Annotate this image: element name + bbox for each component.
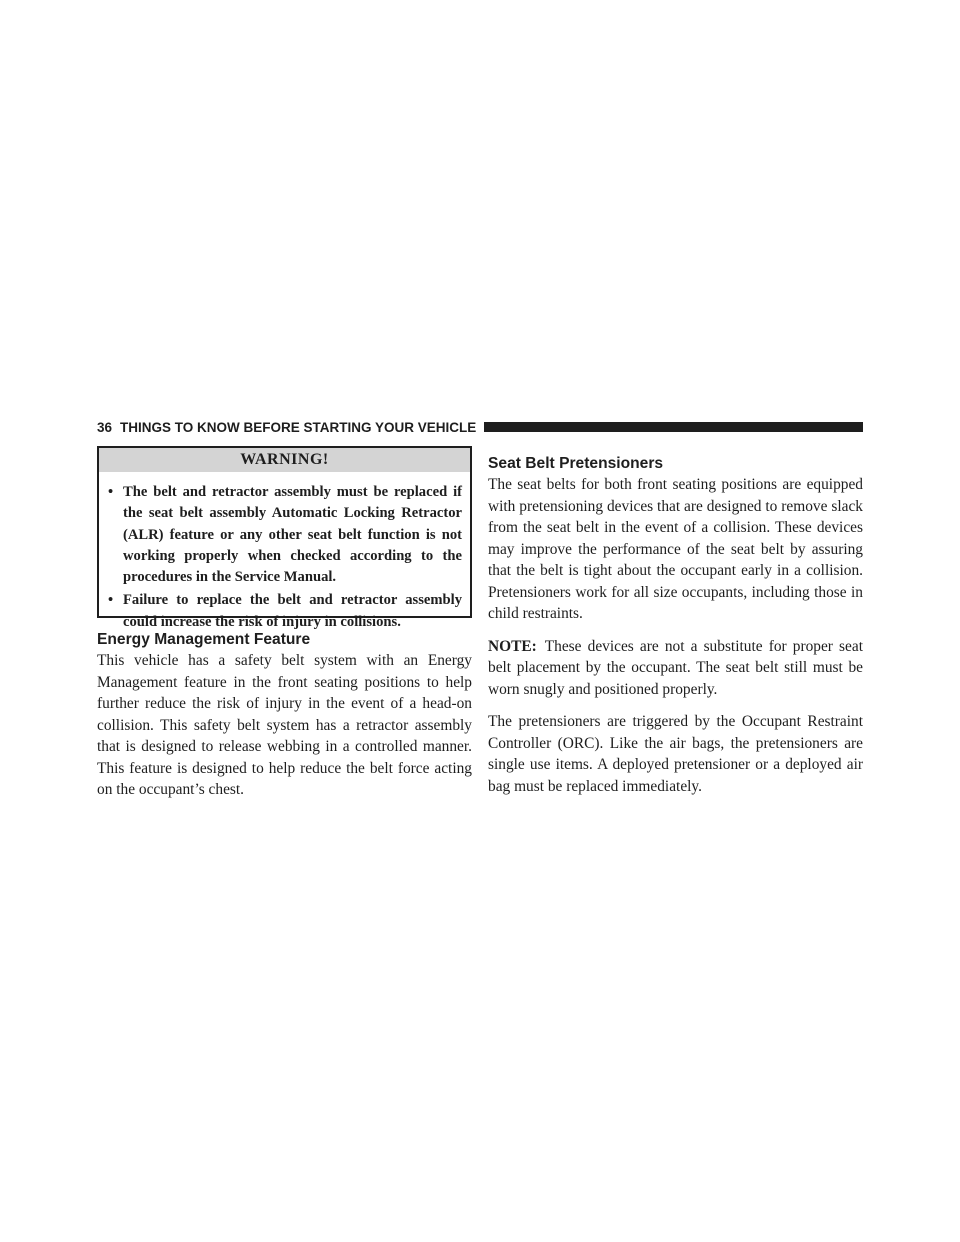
note-text: These devices are not a substitute for proper seat belt placement by the occupant. The seat belt still must be worn snugly and positioned properly. (488, 637, 863, 698)
energy-management-paragraph: This vehicle has a safety belt system with an Energy Management feature in the front seating positions to help further reduce the risk of injury in the event of a head-on collision. This safety belt system has a retractor assembly that is designed to release webbing in a controlled manner. This feature is designed to help reduce the belt force acting on the occupant’s chest. (97, 652, 472, 798)
warning-list (99, 472, 470, 633)
pretensioners-heading: Seat Belt Pretensioners (488, 455, 664, 472)
page-number: 36 (97, 419, 113, 435)
note-label: NOTE: (488, 637, 537, 655)
energy-management-heading: Energy Management Feature (97, 631, 311, 648)
section-title: THINGS TO KNOW BEFORE STARTING YOUR VEHICLE (120, 419, 477, 435)
warning-item (107, 482, 462, 588)
warning-item (107, 590, 462, 633)
warning-box (97, 446, 472, 630)
left-column (97, 446, 472, 811)
pretensioners-paragraph-1: The seat belts for both front seating positions are equipped with pretensioning devices that are designed to remove slack from the seat belt in the event of a collision. These devices may improve the performance of the seat belt by assuring that the belt is tight about the occupant early in a collision. Pretensioners work for all size occupants, including those in child restraints. (488, 476, 863, 622)
page-header (97, 416, 863, 438)
warning-title: WARNING! (99, 448, 470, 472)
bullet-icon: • (108, 484, 114, 500)
pretensioners-paragraph-2: The pretensioners are triggered by the Occupant Restraint Controller (ORC). Like the air bags, the pretensioners are single use items. A deployed pretensioner or a deployed air bag must be replaced immediately. (488, 713, 863, 795)
header-rule (484, 422, 863, 432)
right-column (488, 446, 863, 808)
note-paragraph (488, 636, 863, 701)
warning-item-text: The belt and retractor assembly must be replaced if the seat belt assembly Automatic Locking Retractor (ALR) feature or any other seat belt function is not working properly when checked according to the procedures in the Service Manual. (123, 484, 462, 586)
bullet-icon: • (108, 592, 114, 609)
warning-item-text: Failure to replace the belt and retractor assembly could increase the risk of injury in collisions. (123, 592, 462, 630)
